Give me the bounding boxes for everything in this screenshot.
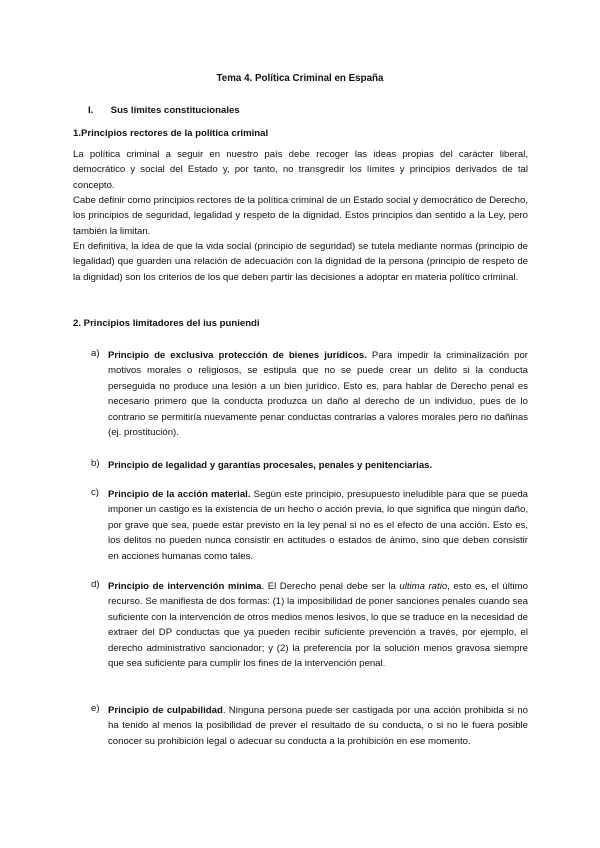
principle-title: Principio de culpabilidad — [108, 705, 223, 716]
principle-text: Según este principio, presupuesto ineludible para que se pueda imponer un castigo es la existencia de un hecho o acción previa, lo que significa que ningún daño, por grave que sea, puede estar previsto en la ley penal si no es el efecto de una acción. Esto es, los delitos no pueden nunca consistir en actitudes o estados de ánimo, sino que deben consistir en acciones humanas como tales. — [108, 489, 528, 562]
list-item-letter: a) — [91, 348, 100, 359]
principle-title: Principio de exclusiva protección de bienes jurídicos. — [108, 350, 367, 361]
list-item-letter: e) — [91, 703, 100, 714]
list-item-letter: b) — [91, 458, 100, 469]
section-label: Sus límites constitucionales — [110, 105, 240, 116]
principle-text: . Ninguna persona puede ser castigada por una acción prohibida si no ha tenido al menos la posibilidad de prever el resultado de su conducta, o si no le fuera posible conocer su prohibición legal o adecuar su conducta a la prohibición en ese momento. — [108, 705, 528, 747]
list-item-letter: c) — [91, 487, 99, 498]
principle-title: Principio de la acción material. — [108, 489, 251, 500]
principle-text: . El Derecho penal debe ser la — [261, 581, 400, 592]
list-item-body — [108, 703, 528, 749]
list-item-body — [108, 487, 528, 564]
list-item-c — [91, 487, 528, 564]
paragraph-3: En definitiva, la idea de que la vida social (principio de seguridad) se tutela mediante normas (principio de legalidad) que guarden una relación de adecuación con la dignidad de la persona (principio de respeto de la dignidad) son los criterios de los que deben partir las decisiones a adoptar en materia político criminal. — [73, 241, 528, 283]
list-item-body — [108, 458, 528, 473]
subsection-heading-1: 1.Principios rectores de la política criminal — [73, 128, 269, 139]
list-item-body — [108, 579, 528, 671]
paragraph-2: Cabe definir como principios rectores de la política criminal de un Estado social y democrático de Derecho, los principios de seguridad, legalidad y respeto de la dignidad. Estos principios dan sentido a la Ley, pero también la limitan. — [73, 195, 528, 237]
principle-title: Principio de intervención mínima — [108, 581, 262, 592]
principle-italic: ultima ratio — [399, 581, 448, 592]
list-item-body — [108, 348, 528, 440]
principle-text-cont: , esto es, el último recurso. Se manifiesta de dos formas: (1) la imposibilidad de poner sanciones penales cuando sea suficiente con la intervención de otros medios menos lesivos, lo que se traduce en la necesidad de extraer del DP conductas que ya pueden recibir suficiente prevención a través, por ejemplo, el derecho administrativo sancionador; y (2) la preferencia por la solución menos gravosa siempre que sea suficiente para cumplir los fines de la intervención penal. — [108, 581, 528, 670]
list-item-e — [91, 703, 528, 749]
paragraph-1: La política criminal a seguir en nuestro país debe recoger las ideas propias del carácter liberal, democrático y social del Estado y, por tanto, no transgredir los límites y principios derivados de tal concepto. — [73, 149, 528, 191]
list-item-letter: d) — [91, 579, 100, 590]
document-title: Tema 4. Política Criminal en España — [216, 73, 384, 84]
principle-text: Para impedir la criminalización por motivos morales o religiosos, se estipula que no se puede crear un delito si la conducta perseguida no produce una lesión a un bien jurídico. Esto es, para hablar de Derecho penal es necesario primero que la conducta produzca un daño al derecho de un individuo, pues de lo contrario se permitiría nuevamente penar conductas contrarias a valores morales pero no dañinas (ej. prostitución). — [108, 350, 528, 439]
principle-title: Principio de legalidad y garantías procesales, penales y penitenciarias. — [108, 460, 433, 471]
list-item-d — [91, 579, 528, 671]
section-heading — [88, 105, 240, 116]
subsection-heading-2: 2. Principios limitadores del ius puniendi — [73, 318, 260, 329]
list-item-b — [91, 458, 528, 473]
list-item-a — [91, 348, 528, 440]
section-number: I. — [88, 105, 94, 116]
